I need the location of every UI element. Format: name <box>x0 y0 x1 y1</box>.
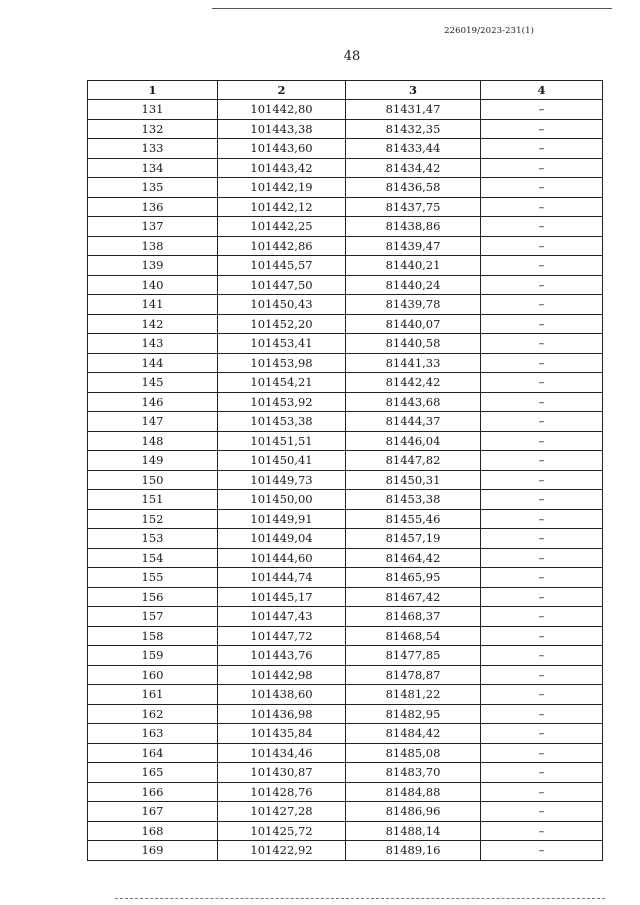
table-cell: 101453,41 <box>218 334 346 354</box>
table-cell: 81464,42 <box>346 548 481 568</box>
table-cell: 101454,21 <box>218 373 346 393</box>
table-cell: 81481,22 <box>346 685 481 705</box>
table-cell: 132 <box>88 119 218 139</box>
table-row <box>88 821 603 841</box>
coordinates-table <box>87 80 603 861</box>
table-row <box>88 587 603 607</box>
table-row <box>88 626 603 646</box>
table-cell: 169 <box>88 841 218 861</box>
table-cell: 81444,37 <box>346 412 481 432</box>
table-cell: – <box>481 646 603 666</box>
table-cell: 153 <box>88 529 218 549</box>
table-cell: 81433,44 <box>346 139 481 159</box>
table-row <box>88 236 603 256</box>
table-cell: 81431,47 <box>346 100 481 120</box>
table-row <box>88 431 603 451</box>
table-row <box>88 763 603 783</box>
table-cell: 101444,74 <box>218 568 346 588</box>
table-cell: 168 <box>88 821 218 841</box>
table-cell: 166 <box>88 782 218 802</box>
table-cell: 156 <box>88 587 218 607</box>
table-cell: 81439,78 <box>346 295 481 315</box>
column-header: 1 <box>88 81 218 100</box>
table-cell: 101435,84 <box>218 724 346 744</box>
bottom-rule <box>115 898 605 899</box>
table-cell: 81438,86 <box>346 217 481 237</box>
table-cell: 164 <box>88 743 218 763</box>
table-cell: 101443,42 <box>218 158 346 178</box>
table-cell: 101450,00 <box>218 490 346 510</box>
table-cell: 81468,37 <box>346 607 481 627</box>
table-row <box>88 548 603 568</box>
table-cell: – <box>481 568 603 588</box>
table-row <box>88 256 603 276</box>
table-cell: – <box>481 490 603 510</box>
table-row <box>88 217 603 237</box>
table-row <box>88 100 603 120</box>
table-cell: 81434,42 <box>346 158 481 178</box>
table-cell: 101453,38 <box>218 412 346 432</box>
table-cell: 101427,28 <box>218 802 346 822</box>
table-cell: – <box>481 607 603 627</box>
table-cell: – <box>481 509 603 529</box>
table-cell: 101450,43 <box>218 295 346 315</box>
table-cell: – <box>481 431 603 451</box>
table-cell: 158 <box>88 626 218 646</box>
table-cell: 150 <box>88 470 218 490</box>
table-cell: – <box>481 763 603 783</box>
table-cell: 134 <box>88 158 218 178</box>
table-cell: 81467,42 <box>346 587 481 607</box>
table-cell: 81437,75 <box>346 197 481 217</box>
table-cell: 81441,33 <box>346 353 481 373</box>
table-cell: 81465,95 <box>346 568 481 588</box>
table-cell: 149 <box>88 451 218 471</box>
table-cell: – <box>481 451 603 471</box>
table-cell: 101422,92 <box>218 841 346 861</box>
table-cell: 81439,47 <box>346 236 481 256</box>
table-cell: – <box>481 100 603 120</box>
table-cell: 101442,98 <box>218 665 346 685</box>
table-cell: 101442,19 <box>218 178 346 198</box>
table-cell: – <box>481 782 603 802</box>
table-cell: 101449,04 <box>218 529 346 549</box>
table-cell: 160 <box>88 665 218 685</box>
table-cell: 101447,50 <box>218 275 346 295</box>
table-cell: 81450,31 <box>346 470 481 490</box>
table-cell: 101453,98 <box>218 353 346 373</box>
table-cell: 101436,98 <box>218 704 346 724</box>
table-cell: 101450,41 <box>218 451 346 471</box>
table-cell: 101452,20 <box>218 314 346 334</box>
table-row <box>88 529 603 549</box>
table-cell: 101443,38 <box>218 119 346 139</box>
table-cell: 157 <box>88 607 218 627</box>
table-cell: 101447,43 <box>218 607 346 627</box>
table-cell: – <box>481 373 603 393</box>
table-cell: 81432,35 <box>346 119 481 139</box>
table-row <box>88 139 603 159</box>
table-cell: 81485,08 <box>346 743 481 763</box>
table-cell: – <box>481 392 603 412</box>
top-rule <box>212 8 612 9</box>
table-cell: – <box>481 470 603 490</box>
table-cell: – <box>481 217 603 237</box>
table-cell: – <box>481 197 603 217</box>
table-header-row <box>88 81 603 100</box>
table-row <box>88 743 603 763</box>
table-cell: – <box>481 139 603 159</box>
table-cell: 142 <box>88 314 218 334</box>
table-cell: – <box>481 295 603 315</box>
table-cell: 101442,80 <box>218 100 346 120</box>
table-cell: 101445,17 <box>218 587 346 607</box>
table-cell: 101438,60 <box>218 685 346 705</box>
table-cell: 145 <box>88 373 218 393</box>
table-cell: 152 <box>88 509 218 529</box>
table-cell: 155 <box>88 568 218 588</box>
table-cell: – <box>481 353 603 373</box>
table-row <box>88 158 603 178</box>
table-cell: 140 <box>88 275 218 295</box>
table-cell: – <box>481 334 603 354</box>
table-row <box>88 802 603 822</box>
table-row <box>88 724 603 744</box>
table-cell: – <box>481 743 603 763</box>
table-cell: 81457,19 <box>346 529 481 549</box>
table-cell: 101451,51 <box>218 431 346 451</box>
column-header: 2 <box>218 81 346 100</box>
table-cell: 147 <box>88 412 218 432</box>
table-cell: – <box>481 178 603 198</box>
table-cell: 146 <box>88 392 218 412</box>
table-row <box>88 178 603 198</box>
table-row <box>88 353 603 373</box>
table-row <box>88 568 603 588</box>
table-row <box>88 392 603 412</box>
table-cell: – <box>481 412 603 432</box>
table-row <box>88 334 603 354</box>
table-row <box>88 470 603 490</box>
table-cell: – <box>481 665 603 685</box>
table-cell: – <box>481 275 603 295</box>
table-cell: – <box>481 821 603 841</box>
table-row <box>88 451 603 471</box>
table-cell: 81484,88 <box>346 782 481 802</box>
table-cell: – <box>481 626 603 646</box>
table-cell: 101442,25 <box>218 217 346 237</box>
table-cell: 81442,42 <box>346 373 481 393</box>
document-id: 226019/2023-231(1) <box>444 26 534 36</box>
table-row <box>88 197 603 217</box>
table-cell: 161 <box>88 685 218 705</box>
table-cell: 81478,87 <box>346 665 481 685</box>
table-cell: 101428,76 <box>218 782 346 802</box>
table-cell: – <box>481 119 603 139</box>
table-cell: 159 <box>88 646 218 666</box>
column-header: 3 <box>346 81 481 100</box>
table-cell: 136 <box>88 197 218 217</box>
table-row <box>88 275 603 295</box>
table-cell: 81447,82 <box>346 451 481 471</box>
table-cell: 81486,96 <box>346 802 481 822</box>
table-cell: 143 <box>88 334 218 354</box>
table-cell: 81482,95 <box>346 704 481 724</box>
table-row <box>88 665 603 685</box>
table-cell: 101447,72 <box>218 626 346 646</box>
table-cell: 138 <box>88 236 218 256</box>
table-cell: 133 <box>88 139 218 159</box>
table-cell: 101443,60 <box>218 139 346 159</box>
table-cell: 101442,12 <box>218 197 346 217</box>
table-cell: – <box>481 685 603 705</box>
table-cell: – <box>481 314 603 334</box>
table-cell: 81446,04 <box>346 431 481 451</box>
table-cell: 81477,85 <box>346 646 481 666</box>
page-number: 48 <box>343 49 361 64</box>
table-cell: 101453,92 <box>218 392 346 412</box>
table-cell: 101430,87 <box>218 763 346 783</box>
table-cell: – <box>481 236 603 256</box>
table-row <box>88 646 603 666</box>
table-row <box>88 607 603 627</box>
table-row <box>88 490 603 510</box>
table-cell: 81453,38 <box>346 490 481 510</box>
table-cell: – <box>481 158 603 178</box>
column-header: 4 <box>481 81 603 100</box>
table-cell: 101449,91 <box>218 509 346 529</box>
table-cell: – <box>481 548 603 568</box>
table-cell: – <box>481 802 603 822</box>
table-cell: 101442,86 <box>218 236 346 256</box>
table-body <box>88 100 603 861</box>
table-row <box>88 509 603 529</box>
table-cell: 81455,46 <box>346 509 481 529</box>
table-cell: 101445,57 <box>218 256 346 276</box>
table-row <box>88 782 603 802</box>
table-row <box>88 685 603 705</box>
table-cell: 101449,73 <box>218 470 346 490</box>
table-cell: 81443,68 <box>346 392 481 412</box>
table-row <box>88 704 603 724</box>
table-cell: 154 <box>88 548 218 568</box>
table-cell: 144 <box>88 353 218 373</box>
table-cell: – <box>481 724 603 744</box>
table-row <box>88 314 603 334</box>
table-cell: – <box>481 256 603 276</box>
table-cell: 135 <box>88 178 218 198</box>
table-cell: 139 <box>88 256 218 276</box>
table-cell: 165 <box>88 763 218 783</box>
table-cell: 81440,07 <box>346 314 481 334</box>
table-cell: 101443,76 <box>218 646 346 666</box>
table-cell: 148 <box>88 431 218 451</box>
table-cell: 141 <box>88 295 218 315</box>
table-row <box>88 373 603 393</box>
table-cell: 101425,72 <box>218 821 346 841</box>
table-row <box>88 295 603 315</box>
table-cell: 101444,60 <box>218 548 346 568</box>
table-cell: 81440,58 <box>346 334 481 354</box>
table-cell: 163 <box>88 724 218 744</box>
table-cell: 101434,46 <box>218 743 346 763</box>
table-cell: 137 <box>88 217 218 237</box>
table-cell: 81484,42 <box>346 724 481 744</box>
table-cell: 167 <box>88 802 218 822</box>
table-cell: 151 <box>88 490 218 510</box>
table-row <box>88 841 603 861</box>
table-cell: 131 <box>88 100 218 120</box>
table-cell: – <box>481 529 603 549</box>
table-cell: – <box>481 587 603 607</box>
table-cell: – <box>481 704 603 724</box>
table-cell: 81436,58 <box>346 178 481 198</box>
table-cell: 162 <box>88 704 218 724</box>
table-cell: 81488,14 <box>346 821 481 841</box>
table-cell: 81440,21 <box>346 256 481 276</box>
table-row <box>88 412 603 432</box>
table-cell: 81489,16 <box>346 841 481 861</box>
table-cell: – <box>481 841 603 861</box>
table-cell: 81468,54 <box>346 626 481 646</box>
table-cell: 81440,24 <box>346 275 481 295</box>
table-cell: 81483,70 <box>346 763 481 783</box>
table-row <box>88 119 603 139</box>
